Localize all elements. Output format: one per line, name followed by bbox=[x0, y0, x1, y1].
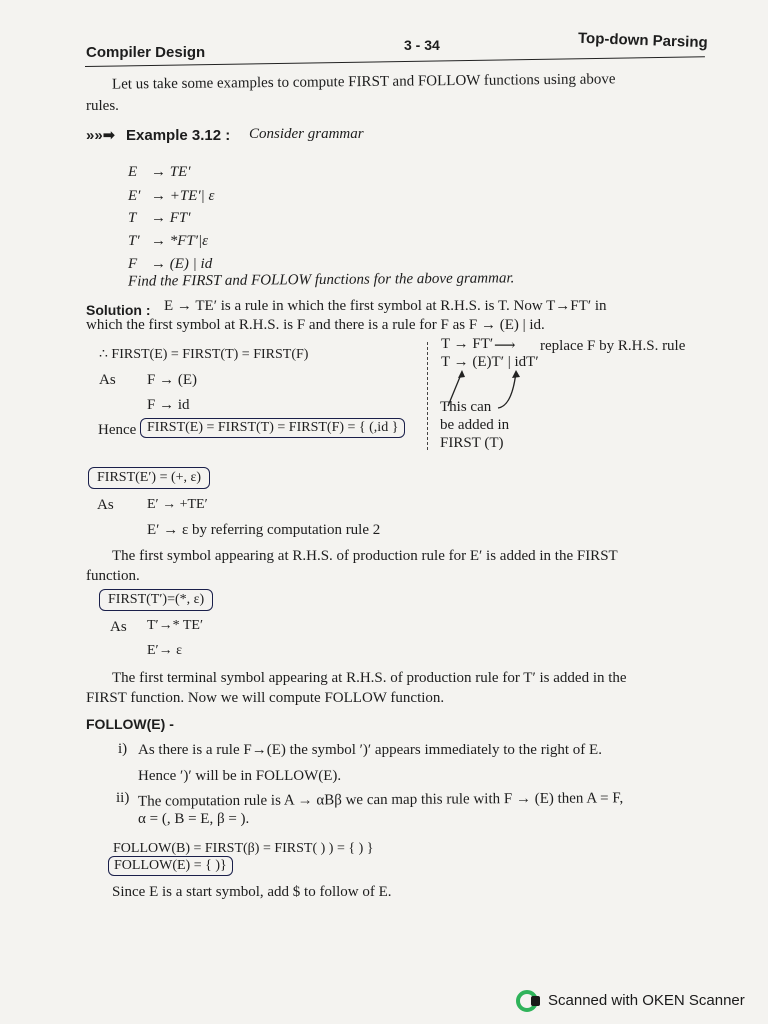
note-line-4: be added in bbox=[440, 417, 510, 433]
first-e-prime-rule-1: E′ → +TE′ bbox=[147, 497, 208, 512]
grammar-lhs: T bbox=[128, 210, 137, 226]
first-t-prime-para-1: The first terminal symbol appearing at R.H.S. of production rule for T′ is added in the bbox=[112, 670, 627, 686]
follow-e-result-box: FOLLOW(E) = { )} bbox=[108, 856, 233, 876]
follow-item-i-line-1: As there is a rule F→(E) the symbol ′)′ appears immediately to the right of E. bbox=[138, 742, 602, 758]
example-arrow-icon: »»➡ bbox=[86, 127, 116, 144]
example-label: Example 3.12 : bbox=[126, 127, 231, 144]
first-t-prime-para-2: FIRST function. Now we will compute FOLLOW function. bbox=[86, 690, 445, 706]
note-divider bbox=[427, 342, 428, 450]
solution-line-1: E → TE′ is a rule in which the first symbol at R.H.S. is T. Now T→FT′ in bbox=[164, 298, 607, 314]
grammar-rhs: → +TE′| ε bbox=[151, 188, 215, 204]
grammar-rhs: → *FT′|ε bbox=[151, 233, 209, 249]
solution-line-2: which the first symbol at R.H.S. is F and there is a rule for F as F → (E) | id. bbox=[86, 317, 545, 333]
running-header-right: Top-down Parsing bbox=[577, 29, 708, 52]
follow-item-ii-line-2: α = (, B = E, β = ). bbox=[138, 811, 250, 827]
hence-label: Hence bbox=[98, 422, 137, 438]
follow-item-i-line-2: Hence ′)′ will be in FOLLOW(E). bbox=[138, 768, 342, 784]
intro-line-1: Let us take some examples to compute FIRST and FOLLOW functions using above bbox=[111, 71, 616, 93]
grammar-lhs: F bbox=[128, 256, 138, 272]
running-header-left: Compiler Design bbox=[86, 44, 206, 61]
as-label: As bbox=[99, 372, 116, 388]
grammar-lhs: E′ bbox=[128, 188, 141, 204]
task-text: Find the FIRST and FOLLOW functions for the above grammar. bbox=[127, 270, 515, 290]
oken-scanner-logo-icon bbox=[516, 989, 542, 1013]
as-rule-1: F → (E) bbox=[147, 372, 197, 388]
therefore-line: ∴ FIRST(E) = FIRST(T) = FIRST(F) bbox=[99, 347, 309, 362]
follow-item-ii-line-1: The computation rule is A → αBβ we can map this rule with F → (E) then A = F, bbox=[137, 790, 624, 810]
grammar-rhs: → (E) | id bbox=[151, 256, 213, 272]
follow-item-ii-number: ii) bbox=[116, 790, 130, 806]
solution-label: Solution : bbox=[86, 302, 151, 318]
example-text: Consider grammar bbox=[249, 126, 364, 142]
first-e-prime-rule-2: E′ → ε by referring computation rule 2 bbox=[147, 522, 381, 538]
note-line-1a: T → FT′ bbox=[441, 336, 494, 352]
first-e-prime-para-1: The first symbol appearing at R.H.S. of production rule for E′ is added in the FIRST bbox=[112, 548, 618, 564]
grammar-lhs: T′ bbox=[128, 233, 140, 249]
first-t-prime-as: As bbox=[110, 619, 127, 635]
page-number: 3 - 34 bbox=[404, 37, 440, 53]
first-e-result-box: FIRST(E) = FIRST(T) = FIRST(F) = { (,id } bbox=[140, 418, 405, 438]
first-e-prime-as: As bbox=[97, 497, 114, 513]
first-e-prime-box: FIRST(E′) = (+, ε) bbox=[88, 467, 210, 489]
note-line-1b: replace F by R.H.S. rule bbox=[540, 338, 686, 354]
as-rule-2: F → id bbox=[147, 397, 190, 413]
first-t-prime-rule-2: E′→ ε bbox=[147, 643, 182, 658]
scanner-watermark-text: Scanned with OKEN Scanner bbox=[548, 992, 745, 1009]
follow-item-i-number: i) bbox=[118, 741, 128, 757]
note-line-2: T → (E)T′ | idT′ bbox=[441, 354, 539, 370]
first-e-prime-para-2: function. bbox=[86, 568, 140, 584]
grammar-rhs: → FT′ bbox=[151, 210, 191, 226]
note-line-3: This can bbox=[440, 399, 492, 415]
follow-last-line: Since E is a start symbol, add $ to follow of E. bbox=[112, 884, 392, 900]
grammar-rhs: → TE′ bbox=[151, 164, 191, 180]
note-line-5: FIRST (T) bbox=[440, 435, 504, 451]
follow-heading: FOLLOW(E) - bbox=[86, 716, 174, 732]
arrow-right-icon: ⟶ bbox=[494, 338, 516, 354]
first-t-prime-rule-1: T′→* TE′ bbox=[147, 618, 204, 633]
grammar-lhs: E bbox=[128, 164, 138, 180]
intro-line-2: rules. bbox=[86, 98, 119, 114]
follow-equation-1: FOLLOW(B) = FIRST(β) = FIRST( ) ) = { ) } bbox=[113, 841, 374, 856]
first-t-prime-box: FIRST(T′)=(*, ε) bbox=[99, 589, 213, 611]
